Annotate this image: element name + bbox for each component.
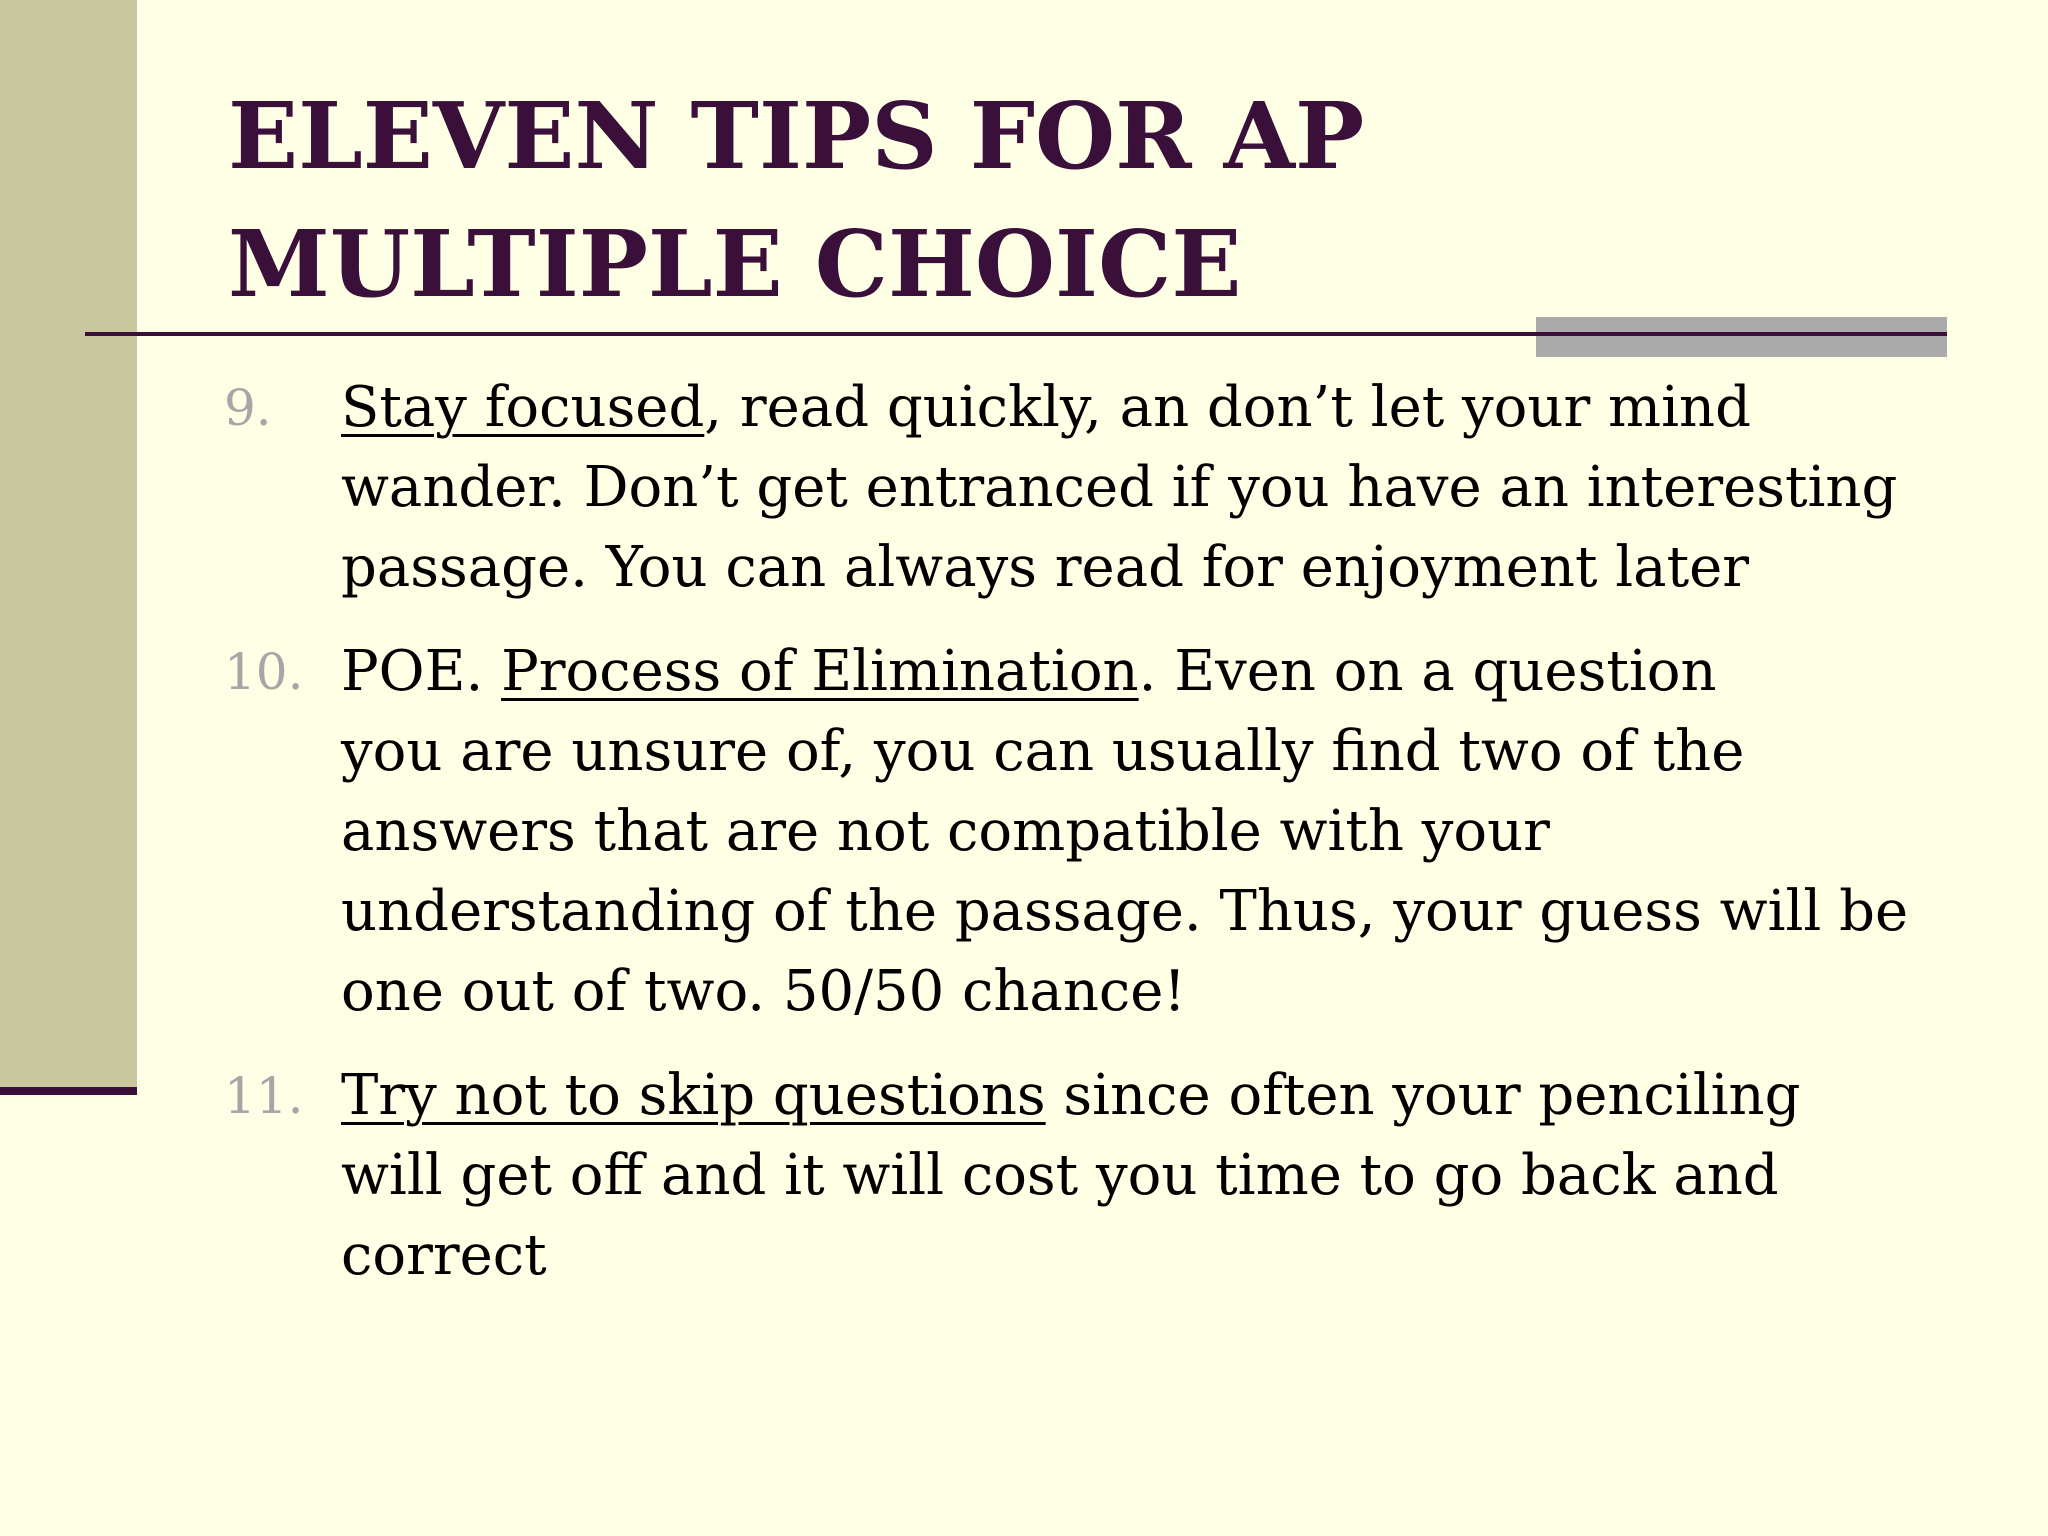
tip-number: 10. [224, 643, 304, 701]
slide-title-line-1: ELEVEN TIPS FOR AP [228, 82, 1365, 190]
tip-underlined-phrase: Try not to skip questions [341, 1063, 1046, 1128]
tip-line-rest: . Even on a question [1138, 639, 1717, 704]
tip-text [341, 368, 1944, 608]
tip-item-11 [224, 1056, 1944, 1296]
tip-line: one out of two. 50/50 chance! [341, 959, 1186, 1024]
tip-line: answers that are not compatible with your [341, 799, 1550, 864]
tip-line: passage. You can always read for enjoyment later [341, 535, 1749, 600]
left-decorative-band [0, 0, 137, 1087]
tip-line [341, 375, 1751, 440]
left-band-rule [0, 1087, 137, 1095]
tip-item-10 [224, 632, 1944, 1032]
tip-text [341, 1056, 1944, 1296]
tip-number: 11. [224, 1067, 304, 1125]
tip-line: wander. Don’t get entranced if you have an interesting [341, 455, 1898, 520]
tip-line: understanding of the passage. Thus, your guess will be [341, 879, 1909, 944]
slide-title [228, 72, 1928, 328]
tip-line [341, 1063, 1800, 1128]
tip-line: correct [341, 1223, 547, 1288]
tips-list [224, 368, 1944, 1320]
tip-text [341, 632, 1944, 1032]
slide-title-line-2: MULTIPLE CHOICE [228, 210, 1242, 318]
title-divider-accent [1536, 317, 1947, 357]
tip-line-rest: , read quickly, an don’t let your mind [704, 375, 1751, 440]
tip-item-9 [224, 368, 1944, 608]
tip-line [341, 639, 1717, 704]
tip-line-rest: since often your penciling [1045, 1063, 1801, 1128]
tip-line: you are unsure of, you can usually find two of the [341, 719, 1745, 784]
tip-underlined-phrase: Process of Elimination [501, 639, 1139, 704]
tip-number: 9. [224, 379, 272, 437]
tip-line-prefix: POE. [341, 639, 502, 704]
tip-underlined-phrase: Stay focused [341, 375, 705, 440]
tip-line: will get off and it will cost you time to go back and [341, 1143, 1779, 1208]
